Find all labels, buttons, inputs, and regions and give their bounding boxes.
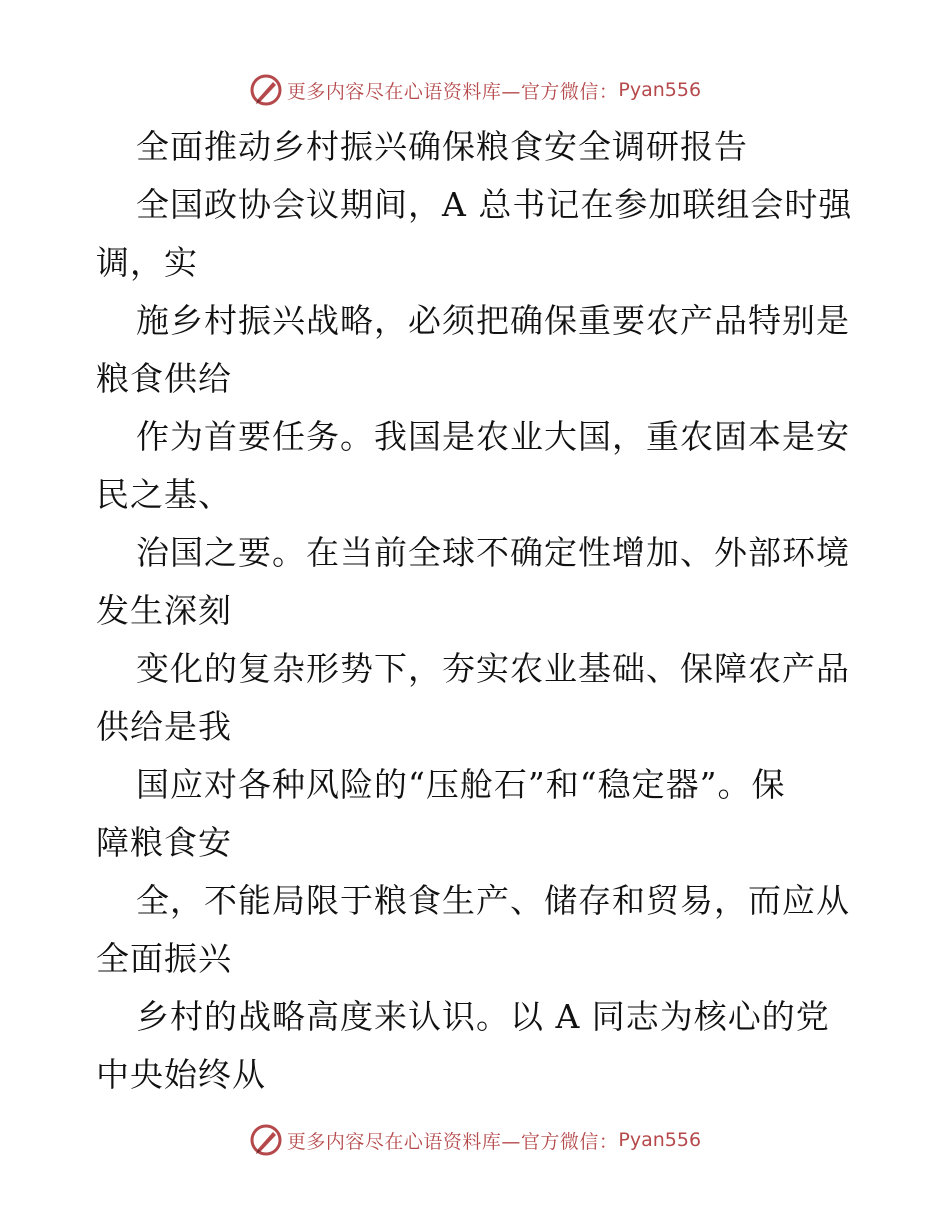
document-line: 发生深刻 bbox=[96, 591, 232, 630]
document-line: 作为首要任务。我国是农业大国，重农固本是安 bbox=[136, 417, 850, 456]
document-line: 障粮食安 bbox=[96, 823, 232, 862]
document-line: 全，不能局限于粮食生产、储存和贸易，而应从 bbox=[136, 881, 850, 920]
document-line: 中央始终从 bbox=[96, 1055, 266, 1094]
footer-watermark bbox=[0, 1120, 950, 1160]
document-line: 民之基、 bbox=[96, 475, 232, 514]
document-line: 治国之要。在当前全球不确定性增加、外部环境 bbox=[136, 533, 850, 572]
watermark-account: Pyan556 bbox=[618, 1129, 702, 1151]
document-line: 变化的复杂形势下，夯实农业基础、保障农产品 bbox=[136, 649, 850, 688]
document-line: 粮食供给 bbox=[96, 359, 232, 398]
watermark-text: 更多内容尽在心语资料库—官方微信： bbox=[286, 80, 619, 103]
document-line: 全面推动乡村振兴确保粮食安全调研报告 bbox=[136, 127, 748, 166]
document-line: 施乡村振兴战略，必须把确保重要农产品特别是 bbox=[136, 301, 850, 340]
watermark-account: Pyan556 bbox=[618, 79, 702, 101]
document-line: 国应对各种风险的“压舱石”和“稳定器”。保 bbox=[136, 765, 786, 804]
watermark-text: 更多内容尽在心语资料库—官方微信： bbox=[286, 1130, 619, 1153]
document-line: 全国政协会议期间，A 总书记在参加联组会时强 bbox=[136, 185, 853, 224]
document-line: 供给是我 bbox=[96, 707, 232, 746]
document-line: 调，实 bbox=[96, 243, 198, 282]
document-line: 乡村的战略高度来认识。以 A 同志为核心的党 bbox=[136, 997, 830, 1036]
document-line: 全面振兴 bbox=[96, 939, 232, 978]
document-body bbox=[96, 118, 866, 1104]
pen-logo-icon bbox=[249, 1123, 283, 1157]
pen-logo-icon bbox=[249, 73, 283, 107]
header-watermark bbox=[0, 70, 950, 110]
